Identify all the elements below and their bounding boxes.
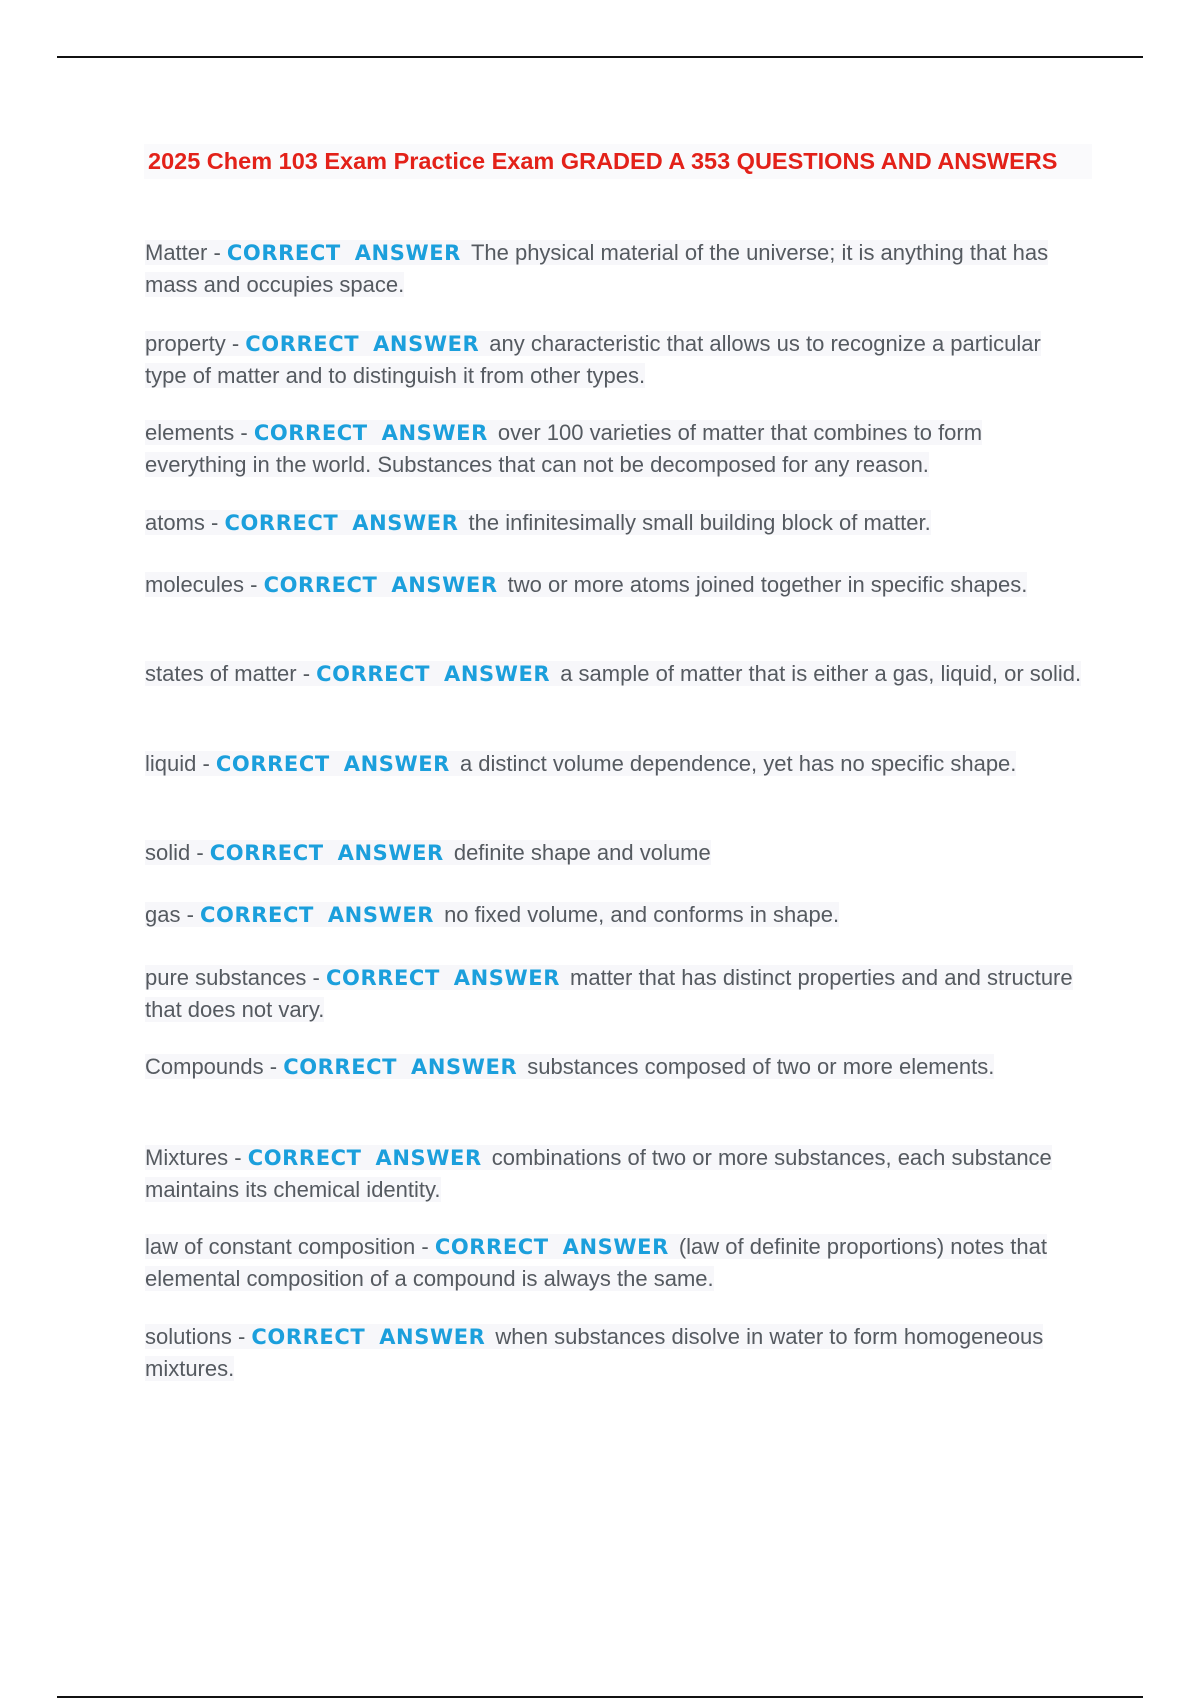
entry-definition: a sample of matter that is either a gas, liquid, or solid. <box>560 661 1082 686</box>
entry-definition: the infinitesimally small building block of matter. <box>468 510 931 535</box>
entry-term: atoms - <box>145 510 225 535</box>
entry-compounds <box>145 1051 994 1083</box>
correct-answer-label: CORRECT ANSWER <box>325 966 561 990</box>
correct-answer-label: CORRECT ANSWER <box>283 1055 518 1079</box>
top-rule <box>57 56 1143 58</box>
entry-definition: substances composed of two or more elements. <box>527 1054 995 1079</box>
correct-answer-label: CORRECT ANSWER <box>226 241 461 265</box>
entry-term: property - <box>145 331 246 356</box>
entry-term: molecules - <box>145 572 264 597</box>
entry-solutions <box>145 1321 1085 1384</box>
entry-law-of-constant-composition <box>145 1231 1085 1294</box>
entry-solid <box>145 837 711 869</box>
entry-definition: The physical material of the universe; it is anything that has mass and occupies space. <box>145 240 1049 297</box>
entry-term: elements - <box>145 420 254 445</box>
entry-definition: when substances disolve in water to form homogeneous mixtures. <box>145 1324 1044 1381</box>
entry-term: law of constant composition - <box>145 1234 435 1259</box>
entry-term: Mixtures - <box>145 1145 248 1170</box>
correct-answer-label: CORRECT ANSWER <box>224 511 459 535</box>
correct-answer-label: CORRECT ANSWER <box>434 1235 669 1259</box>
entry-property <box>145 328 1085 391</box>
entry-definition: matter that has distinct properties and and structure that does not vary. <box>145 965 1073 1022</box>
entry-definition: a distinct volume dependence, yet has no specific shape. <box>459 751 1017 776</box>
entry-definition: two or more atoms joined together in specific shapes. <box>507 572 1028 597</box>
correct-answer-label: CORRECT ANSWER <box>251 1325 486 1349</box>
entry-definition: any characteristic that allows us to recognize a particular type of matter and to distinguish it from other types. <box>145 331 1041 388</box>
entry-definition: definite shape and volume <box>453 840 711 865</box>
entry-term: states of matter - <box>145 661 317 686</box>
entry-term: solid - <box>145 840 210 865</box>
correct-answer-label: CORRECT ANSWER <box>253 421 488 445</box>
entry-definition: no fixed volume, and conforms in shape. <box>444 902 840 927</box>
entry-mixtures <box>145 1142 1085 1205</box>
entry-matter <box>145 237 1085 300</box>
entry-term: Matter - <box>145 240 227 265</box>
entry-molecules <box>145 569 1027 601</box>
entry-definition: combinations of two or more substances, each substance maintains its chemical identity. <box>145 1145 1052 1202</box>
correct-answer-label: CORRECT ANSWER <box>316 662 551 686</box>
correct-answer-label: CORRECT ANSWER <box>247 1146 482 1170</box>
correct-answer-label: CORRECT ANSWER <box>245 332 480 356</box>
correct-answer-label: CORRECT ANSWER <box>200 903 435 927</box>
entry-liquid <box>145 748 1016 780</box>
entry-states-of-matter <box>145 658 1081 690</box>
entry-term: Compounds - <box>145 1054 284 1079</box>
entry-term: gas - <box>145 902 201 927</box>
entry-term: solutions - <box>145 1324 252 1349</box>
entry-elements <box>145 417 1085 480</box>
correct-answer-label: CORRECT ANSWER <box>215 752 450 776</box>
entry-definition: (law of definite proportions) notes that elemental composition of a compound is always the same. <box>145 1234 1047 1291</box>
correct-answer-label: CORRECT ANSWER <box>209 841 444 865</box>
entry-term: pure substances - <box>145 965 326 990</box>
document-title: 2025 Chem 103 Exam Practice Exam GRADED A 353 QUESTIONS AND ANSWERS <box>144 144 1092 179</box>
bottom-rule <box>57 1696 1143 1698</box>
entry-atoms <box>145 507 931 539</box>
entry-definition: over 100 varieties of matter that combines to form everything in the world. Substances that can not be decomposed for any reason. <box>145 420 983 477</box>
entry-term: liquid - <box>145 751 216 776</box>
entry-gas <box>145 899 839 931</box>
entry-pure-substances <box>145 962 1085 1025</box>
correct-answer-label: CORRECT ANSWER <box>263 573 498 597</box>
